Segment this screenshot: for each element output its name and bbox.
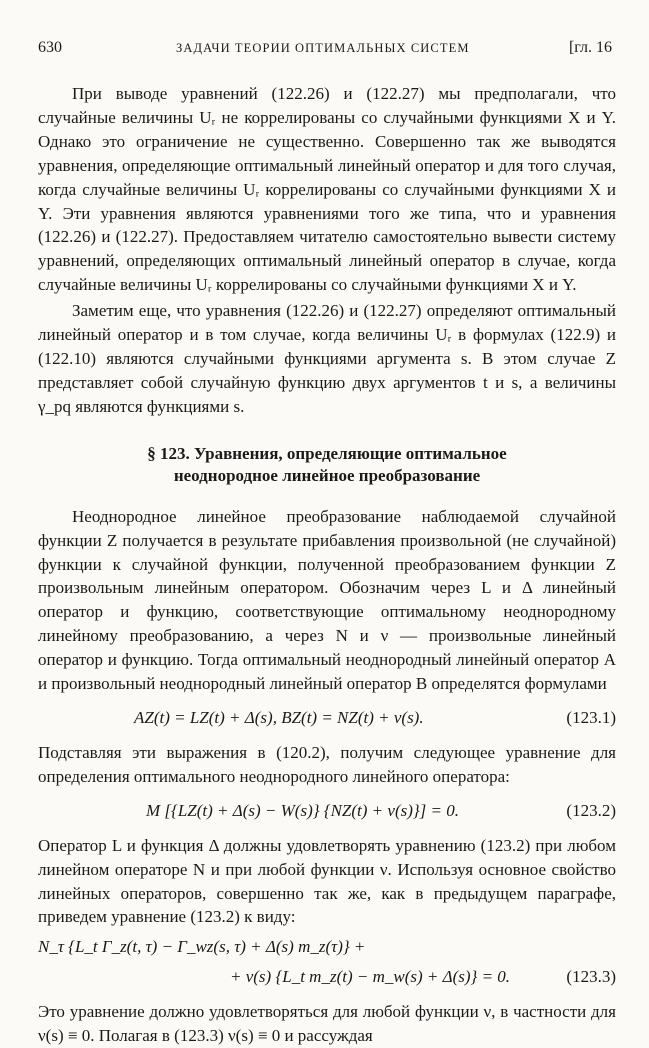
equation-123-1-number: (123.1)	[566, 707, 616, 727]
equation-123-1	[38, 706, 616, 730]
paragraph-5: Оператор L и функция Δ должны удовлетворять уравнению (123.2) при любом линейном операторе N и при любой функции ν. Используя основное свойство линейных операторов, совершенно так же, как в предыдущем параграфе, приведем уравнение (123.2) к виду:	[38, 835, 616, 927]
paragraph-1: При выводе уравнений (122.26) и (122.27) мы предполагали, что случайные величины Uᵣ не коррелированы со случайными функциями X и Y. Однако это ограничение не существенно. Совершенно так же выводятся уравнения, определяющие оптимальный линейный оператор и для того случая, когда случайные величины Uᵣ коррелированы со случайными функциями X и Y. Эти уравнения являются уравнениями того же типа, что и уравнения (122.26) и (122.27). Предоставляем читателю самостоятельно вывести систему уравнений, определяющих оптимальный линейный оператор в случае, когда случайные величины Uᵣ коррелированы со случайными функциями X и Y.	[38, 84, 616, 295]
equation-123-1-body: AZ(t) = LZ(t) + Δ(s), BZ(t) = NZ(t) + ν(s).	[134, 707, 424, 727]
page-header	[38, 36, 616, 60]
section-heading-line-2: неоднородное линейное преобразование	[173, 465, 481, 485]
equation-123-3-number: (123.3)	[566, 967, 616, 987]
equation-123-2	[38, 799, 616, 823]
chapter-marker: [гл. 16	[568, 39, 612, 56]
section-heading	[38, 443, 616, 487]
page-number: 630	[38, 39, 62, 56]
section-heading-line-1: § 123. Уравнения, определяющие оптимальное	[147, 443, 507, 463]
paragraph-6: Это уравнение должно удовлетворяться для любой функции ν, в частности для ν(s) ≡ 0. Полагая в (123.3) ν(s) ≡ 0 и рассуждая	[38, 1002, 616, 1046]
paragraph-3: Неоднородное линейное преобразование наблюдаемой случайной функции Z получается в результате прибавления произвольной (не случайной) функции к случайной функции, полученной преобразованием функции Z произвольным линейным оператором. Обозначим через L и Δ линейный оператор и функцию, соответствующие оптимальному неоднородному линейному преобразованию, а через N и ν — произвольные линейный оператор и функцию. Тогда оптимальный неоднородный линейный оператор A и произвольный неоднородный линейный оператор B определятся формулами	[38, 506, 616, 694]
equation-123-3-part-1: N_τ {L_t Γ_z(t, τ) − Γ_wz(s, τ) + Δ(s) m_z(τ)} +	[38, 937, 366, 957]
book-page	[38, 36, 616, 1048]
page-body	[38, 82, 616, 1048]
equation-123-2-number: (123.2)	[566, 800, 616, 820]
paragraph-2: Заметим еще, что уравнения (122.26) и (122.27) определяют оптимальный линейный оператор и в том случае, когда величины Uᵣ в формулах (122.9) и (122.10) являются случайными функциями аргумента s. В этом случае Z представляет собой случайную функцию двух аргументов t и s, а величины γ_pq являются функциями s.	[38, 301, 616, 416]
equation-123-3-line-1	[38, 935, 616, 959]
paragraph-4: Подставляя эти выражения в (120.2), получим следующее уравнение для определения оптимального неоднородного линейного оператора:	[38, 742, 616, 786]
equation-123-3-line-2	[38, 965, 616, 989]
equation-123-3-part-2: + ν(s) {L_t m_z(t) − m_w(s) + Δ(s)} = 0.	[230, 967, 511, 987]
equation-123-2-body: M [{LZ(t) + Δ(s) − W(s)} {NZ(t) + ν(s)}] = 0.	[146, 800, 460, 820]
running-title: ЗАДАЧИ ТЕОРИИ ОПТИМАЛЬНЫХ СИСТЕМ	[176, 41, 470, 55]
